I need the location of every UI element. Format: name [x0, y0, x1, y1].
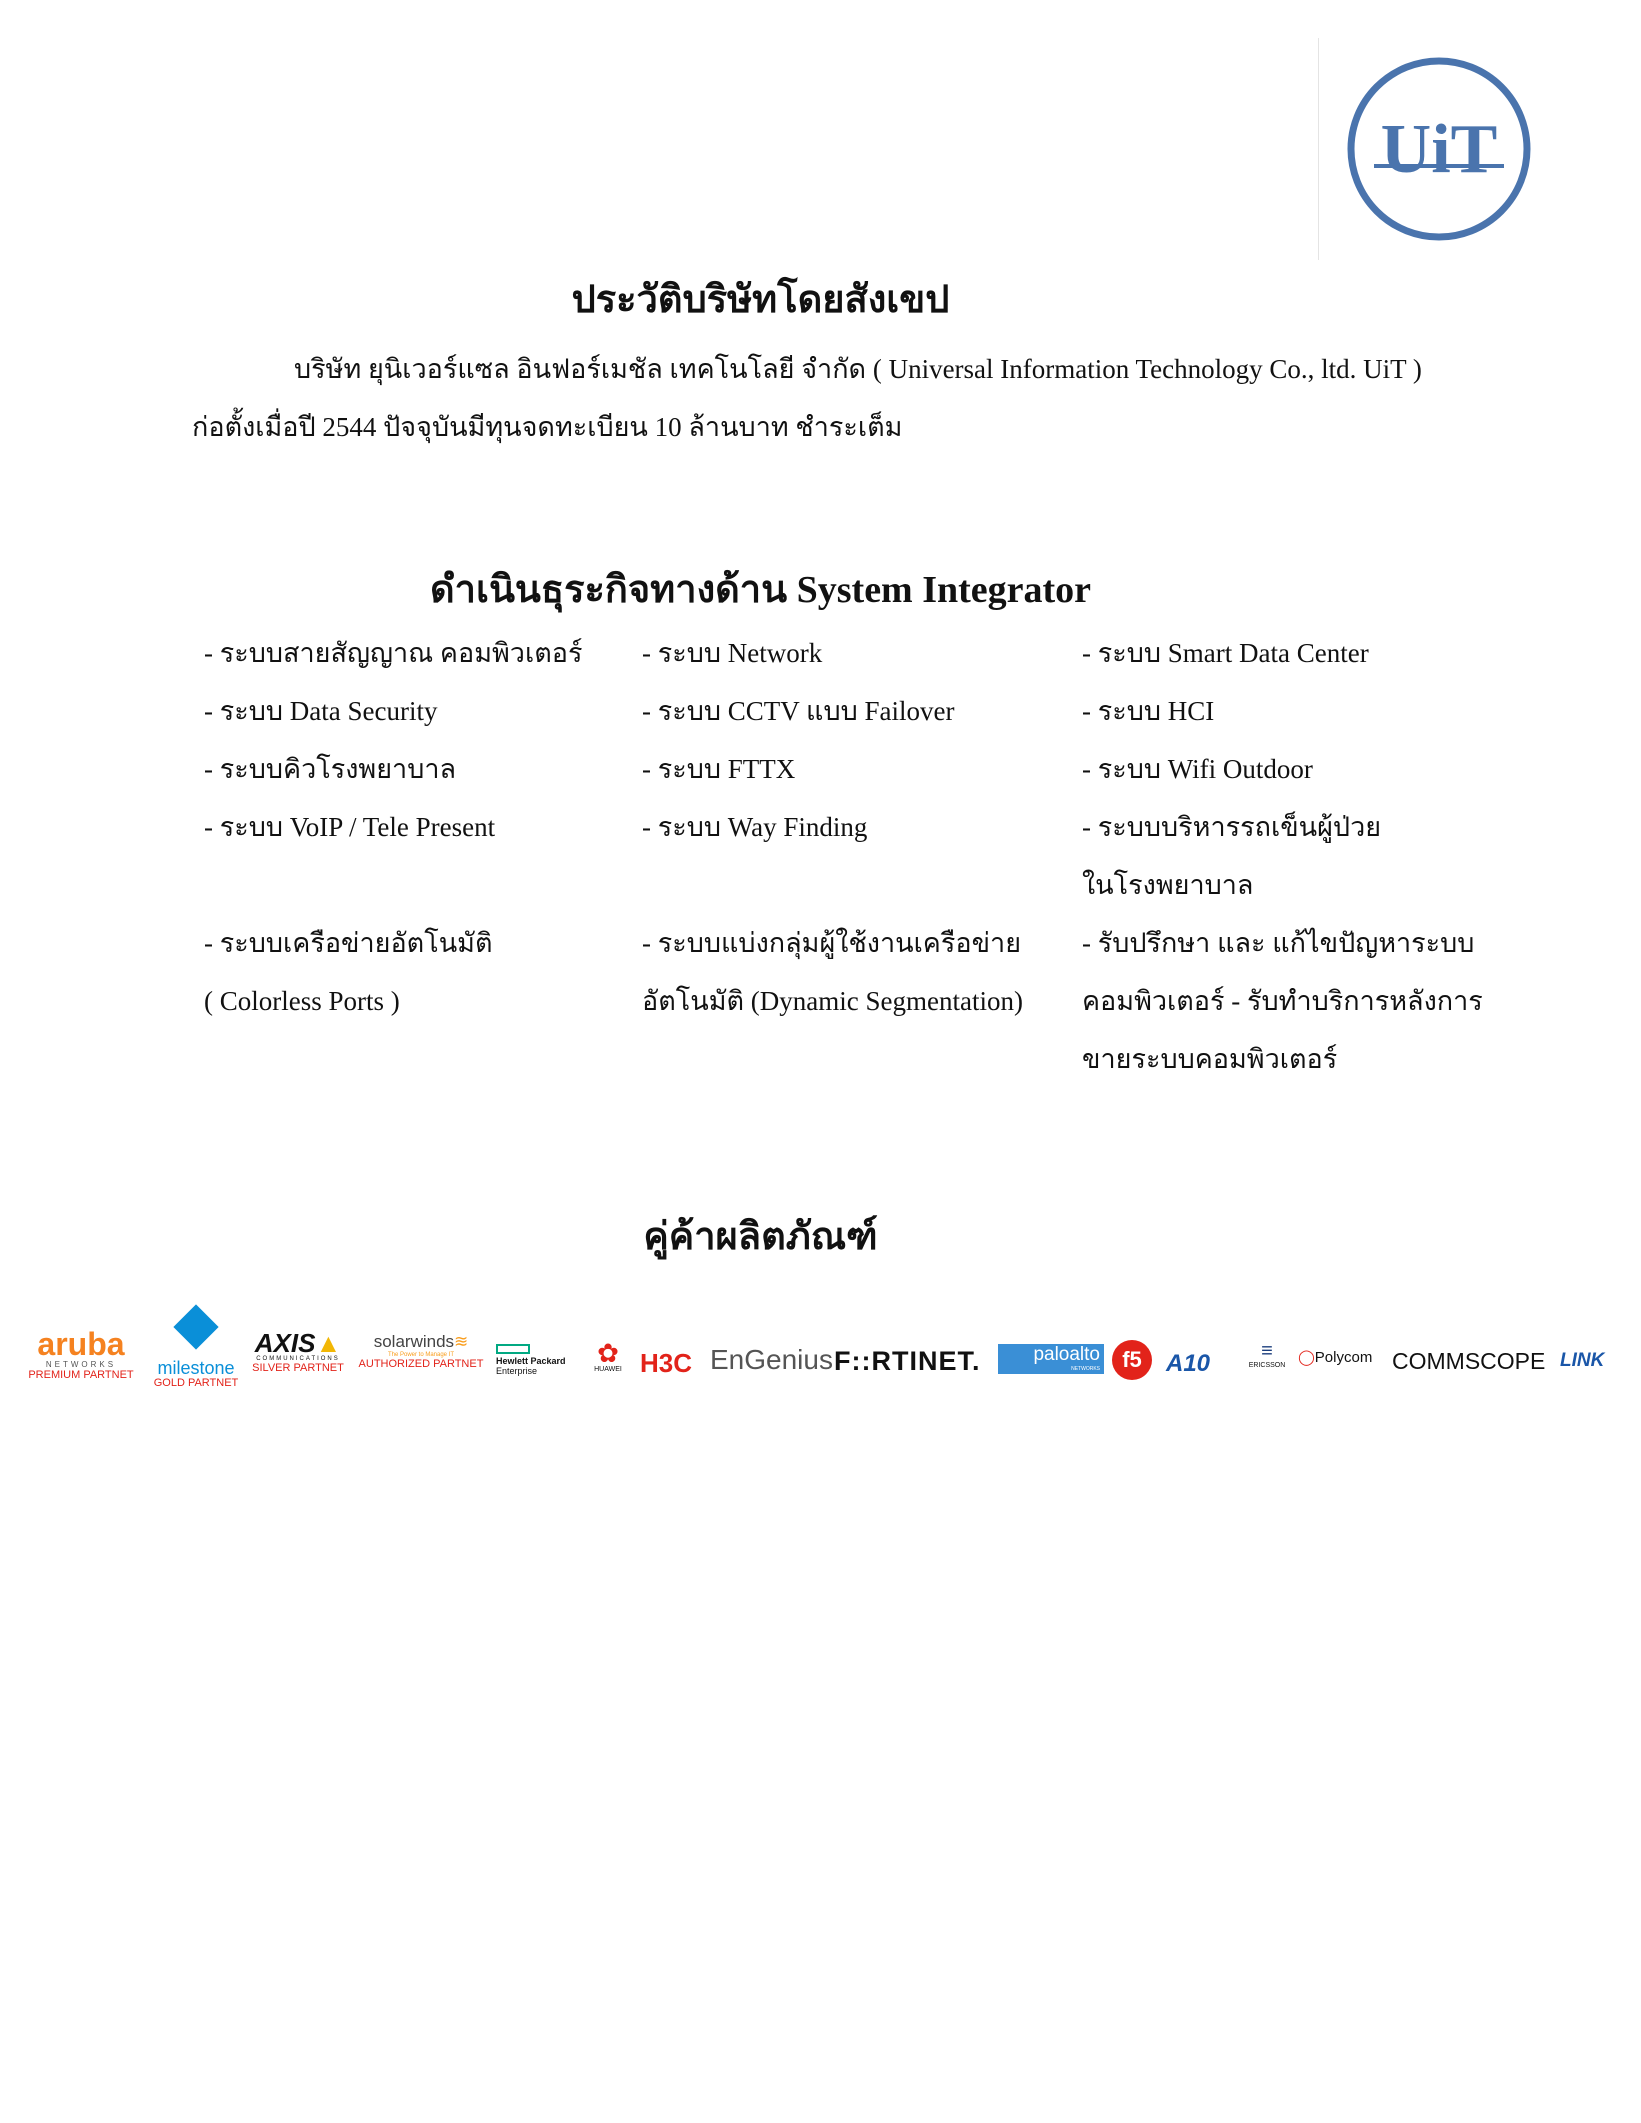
- milestone-diamond-icon: [169, 1300, 223, 1354]
- huawei-logo: ✿ HUAWEI: [588, 1340, 628, 1373]
- service-item: - ระบบ FTTX: [642, 754, 796, 784]
- fortinet-logo: F::RTINET.: [834, 1346, 981, 1376]
- axis-logo: AXIS▲ COMMUNICATIONS SILVER PARTNET: [252, 1328, 344, 1374]
- hpe-logo: Hewlett Packard Enterprise: [496, 1344, 576, 1376]
- services-column-1: [204, 624, 582, 1030]
- engenius-logo: EnGenius: [710, 1344, 833, 1375]
- service-item: - ระบบ Network: [642, 638, 823, 668]
- uit-logo-icon: [1344, 54, 1534, 244]
- service-item: คอมพิวเตอร์ - รับทำบริการหลังการ: [1082, 986, 1483, 1016]
- services-column-3: [1082, 624, 1483, 1088]
- business-title: ดำเนินธุระกิจทางด้าน System Integrator: [429, 569, 1092, 611]
- history-line-2: ก่อตั้งเมื่อปี 2544 ปัจจุบันมีทุนจดทะเบียน 10 ล้านบาท ชำระเต็ม: [192, 412, 903, 442]
- ericsson-icon: ≡: [1261, 1340, 1273, 1362]
- service-item: - ระบบแบ่งกลุ่มผู้ใช้งานเครือข่าย: [642, 928, 1022, 958]
- company-logo: [1322, 38, 1592, 260]
- logo-text: UiT: [1380, 111, 1498, 188]
- service-item: - ระบบ Smart Data Center: [1082, 638, 1369, 668]
- service-item: - ระบบ VoIP / Tele Present: [204, 812, 496, 842]
- service-item: [204, 856, 582, 914]
- service-item: - ระบบ CCTV แบบ Failover: [642, 696, 955, 726]
- services-column-2: [642, 624, 1023, 1030]
- service-item: - ระบบคิวโรงพยาบาล: [204, 754, 457, 784]
- h3c-logo: H3C: [640, 1348, 693, 1378]
- ericsson-logo: ≡ ERICSSON: [1244, 1340, 1290, 1369]
- axis-triangle-icon: ▲: [315, 1328, 342, 1358]
- solarwinds-logo: solarwinds≋ The Power to Manage IT AUTHORIZED PARTNET: [358, 1332, 484, 1370]
- polycom-logo: ◯Polycom: [1298, 1349, 1373, 1366]
- service-item: - ระบบ HCI: [1082, 696, 1215, 726]
- huawei-flower-icon: ✿: [597, 1338, 619, 1368]
- service-item: - ระบบ Wifi Outdoor: [1082, 754, 1313, 784]
- service-item: - ระบบ Data Security: [204, 696, 438, 726]
- logo-divider: [1318, 38, 1319, 260]
- polycom-ring-icon: ◯: [1298, 1349, 1315, 1366]
- history-title: ประวัติบริษัทโดยสังเขป: [571, 279, 950, 321]
- f5-logo: f5: [1112, 1340, 1152, 1380]
- history-line-1: บริษัท ยุนิเวอร์แซล อินฟอร์เมชัล เทคโนโลยี จำกัด ( Universal Information Technology Co., ltd. UiT ): [294, 354, 1422, 384]
- hpe-rect-icon: [496, 1344, 530, 1354]
- service-item: ( Colorless Ports ): [204, 986, 400, 1016]
- service-item: - ระบบบริหารรถเข็นผู้ป่วย: [1082, 812, 1382, 842]
- service-item: [642, 856, 1023, 914]
- service-item: อัตโนมัติ (Dynamic Segmentation): [642, 986, 1023, 1016]
- solarwinds-swoosh-icon: ≋: [454, 1332, 469, 1351]
- a10-logo: A10: [1166, 1350, 1211, 1377]
- commscope-logo: COMMSCOPE: [1392, 1348, 1546, 1374]
- service-item: - ระบบเครือข่ายอัตโนมัติ: [204, 928, 493, 958]
- aruba-logo: aruba NETWORKS PREMIUM PARTNET: [28, 1326, 134, 1381]
- partners-title: คู่ค้าผลิตภัณฑ์: [643, 1216, 878, 1258]
- service-item: - ระบบ Way Finding: [642, 812, 868, 842]
- partner-logos: [26, 1300, 1616, 1410]
- paloalto-logo: paloalto NETWORKS: [998, 1344, 1104, 1374]
- service-item: ขายระบบคอมพิวเตอร์: [1082, 1044, 1338, 1074]
- service-item: - ระบบสายสัญญาณ คอมพิวเตอร์: [204, 638, 583, 668]
- link-logo: LINK: [1560, 1350, 1605, 1371]
- milestone-logo: milestone GOLD PARTNET: [146, 1300, 246, 1389]
- service-item: ในโรงพยาบาล: [1082, 870, 1254, 900]
- service-item: - รับปรึกษา และ แก้ไขปัญหาระบบ: [1082, 928, 1475, 958]
